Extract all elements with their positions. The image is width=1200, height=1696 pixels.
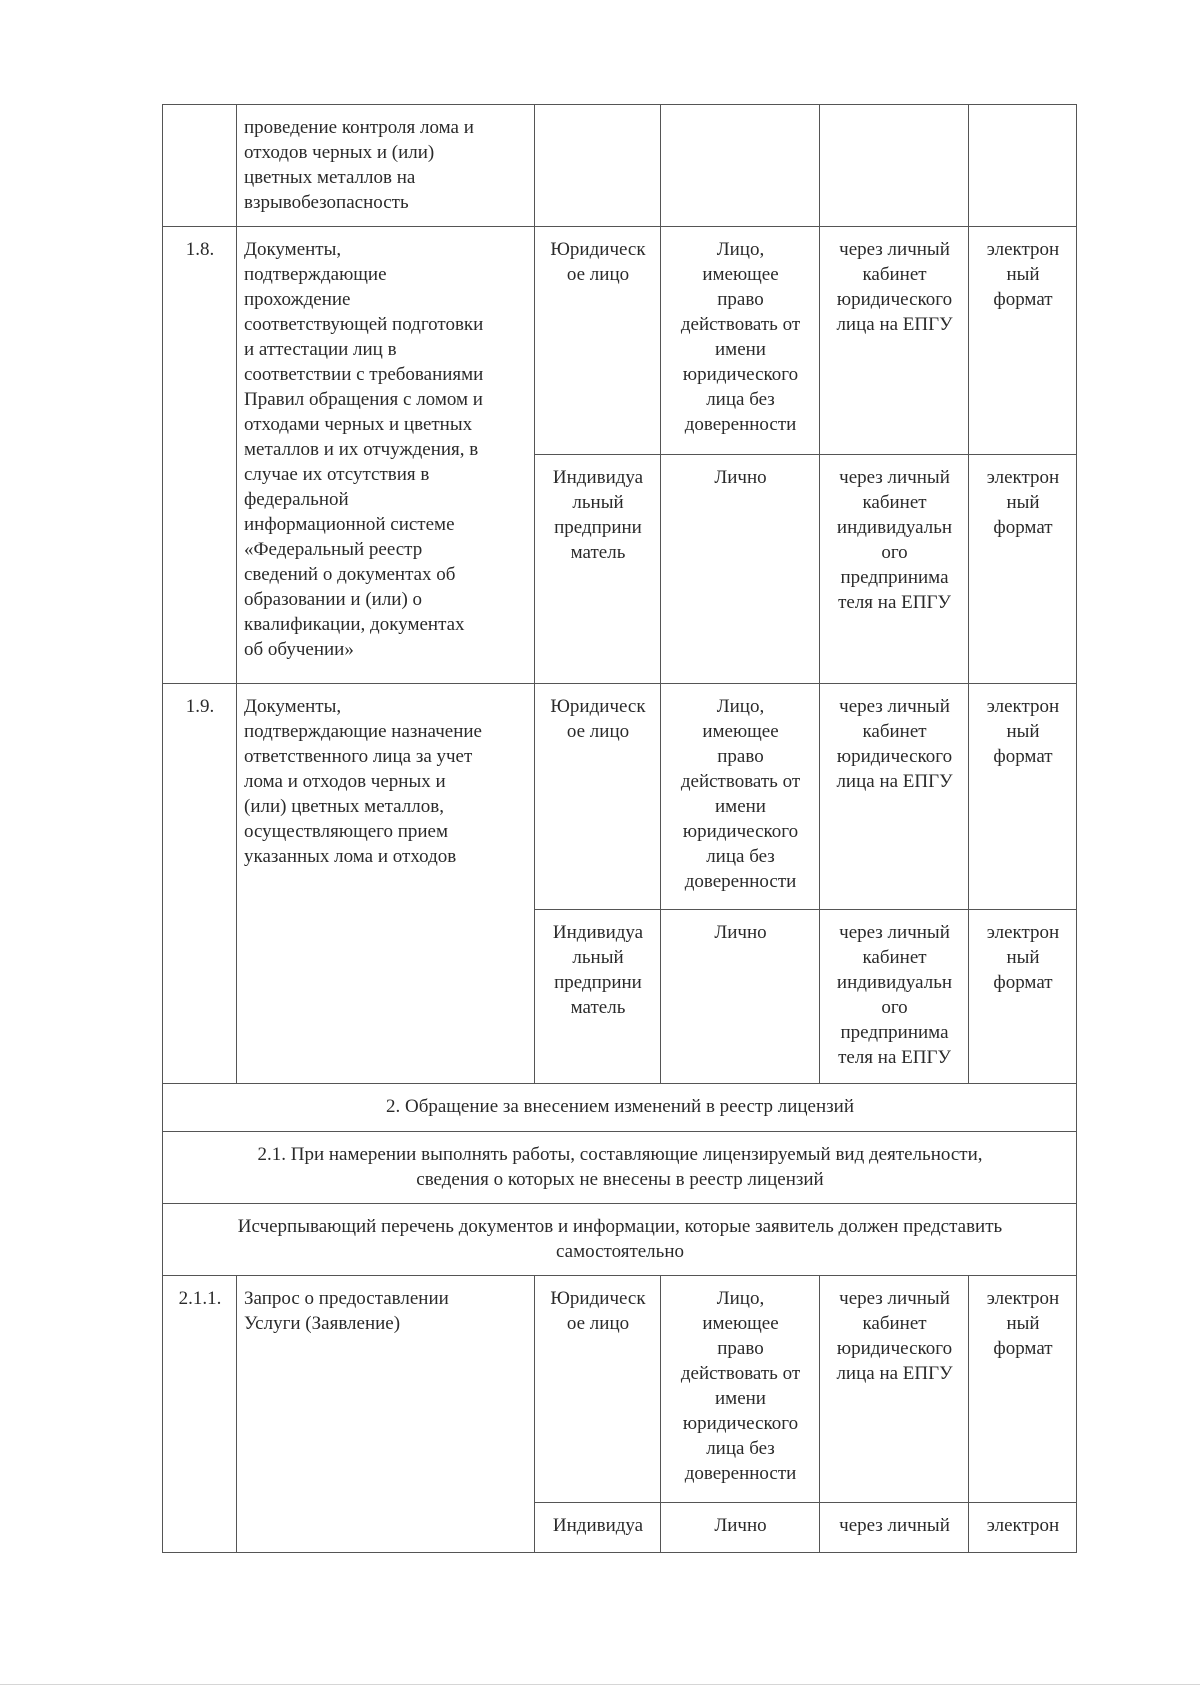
cell-representative: Лицо, имеющее право действовать от имени юридического лица без доверенности bbox=[661, 1276, 820, 1503]
cell-representative: Лично bbox=[661, 455, 820, 684]
table-row-1-8 bbox=[163, 227, 1077, 455]
cell-applicant: Юридическ ое лицо bbox=[535, 1276, 661, 1503]
cell-format: электрон ный формат bbox=[969, 910, 1077, 1084]
cell-method: через личный кабинет юридического лица на ЕПГУ bbox=[820, 227, 969, 455]
cell-representative: Лицо, имеющее право действовать от имени юридического лица без доверенности bbox=[661, 684, 820, 910]
cell-applicant: Юридическ ое лицо bbox=[535, 227, 661, 455]
cell-format: электрон ный формат bbox=[969, 227, 1077, 455]
cell-method: через личный кабинет индивидуальн ого предпринима теля на ЕПГУ bbox=[820, 910, 969, 1084]
cell-format: электрон ный формат bbox=[969, 455, 1077, 684]
table-row-2-1-1 bbox=[163, 1276, 1077, 1503]
cell-applicant bbox=[535, 105, 661, 227]
cell-format bbox=[969, 105, 1077, 227]
cell-applicant: Индивидуа льный предприни матель bbox=[535, 455, 661, 684]
list-heading: Исчерпывающий перечень документов и информации, которые заявитель должен представить самостоятельно bbox=[163, 1204, 1077, 1276]
cell-document-name: проведение контроля лома и отходов черных и (или) цветных металлов на взрывобезопасность bbox=[237, 105, 535, 227]
cell-number: 2.1.1. bbox=[163, 1276, 237, 1553]
cell-representative bbox=[661, 105, 820, 227]
cell-method: через личный bbox=[820, 1503, 969, 1553]
cell-document-name: Запрос о предоставлении Услуги (Заявление) bbox=[237, 1276, 535, 1553]
cell-representative: Лично bbox=[661, 910, 820, 1084]
subsection-heading: 2.1. При намерении выполнять работы, составляющие лицензируемый вид деятельности, сведения о которых не внесены в реестр лицензий bbox=[163, 1132, 1077, 1204]
section-heading: 2. Обращение за внесением изменений в реестр лицензий bbox=[163, 1084, 1077, 1132]
cell-applicant: Индивидуа bbox=[535, 1503, 661, 1553]
cell-representative: Лично bbox=[661, 1503, 820, 1553]
cell-document-name: Документы, подтверждающие назначение ответственного лица за учет лома и отходов черных и (или) цветных металлов, осуществляющего прием указанных лома и отходов bbox=[237, 684, 535, 1084]
cell-method: через личный кабинет юридического лица на ЕПГУ bbox=[820, 1276, 969, 1503]
page-bottom-edge bbox=[0, 1684, 1200, 1685]
table-row-continued bbox=[163, 105, 1077, 227]
cell-method: через личный кабинет юридического лица на ЕПГУ bbox=[820, 684, 969, 910]
table-row-1-9 bbox=[163, 684, 1077, 910]
list-heading-row bbox=[163, 1204, 1077, 1276]
cell-applicant: Юридическ ое лицо bbox=[535, 684, 661, 910]
cell-document-name: Документы, подтверждающие прохождение соответствующей подготовки и аттестации лиц в соответствии с требованиями Правил обращения с ломом и отходами черных и цветных металлов и их отчуждения, в случае их отсутствия в федеральной информационной системе «Федеральный реестр сведений о документах об образовании и (или) о квалификации, документах об обучении» bbox=[237, 227, 535, 684]
cell-method: через личный кабинет индивидуальн ого предпринима теля на ЕПГУ bbox=[820, 455, 969, 684]
cell-representative: Лицо, имеющее право действовать от имени юридического лица без доверенности bbox=[661, 227, 820, 455]
cell-number: 1.9. bbox=[163, 684, 237, 1084]
cell-method bbox=[820, 105, 969, 227]
cell-applicant: Индивидуа льный предприни матель bbox=[535, 910, 661, 1084]
cell-format: электрон ный формат bbox=[969, 684, 1077, 910]
section-heading-row bbox=[163, 1084, 1077, 1132]
cell-format: электрон bbox=[969, 1503, 1077, 1553]
documents-table bbox=[162, 104, 1077, 1553]
cell-format: электрон ный формат bbox=[969, 1276, 1077, 1503]
cell-number bbox=[163, 105, 237, 227]
cell-number: 1.8. bbox=[163, 227, 237, 684]
subsection-heading-row bbox=[163, 1132, 1077, 1204]
